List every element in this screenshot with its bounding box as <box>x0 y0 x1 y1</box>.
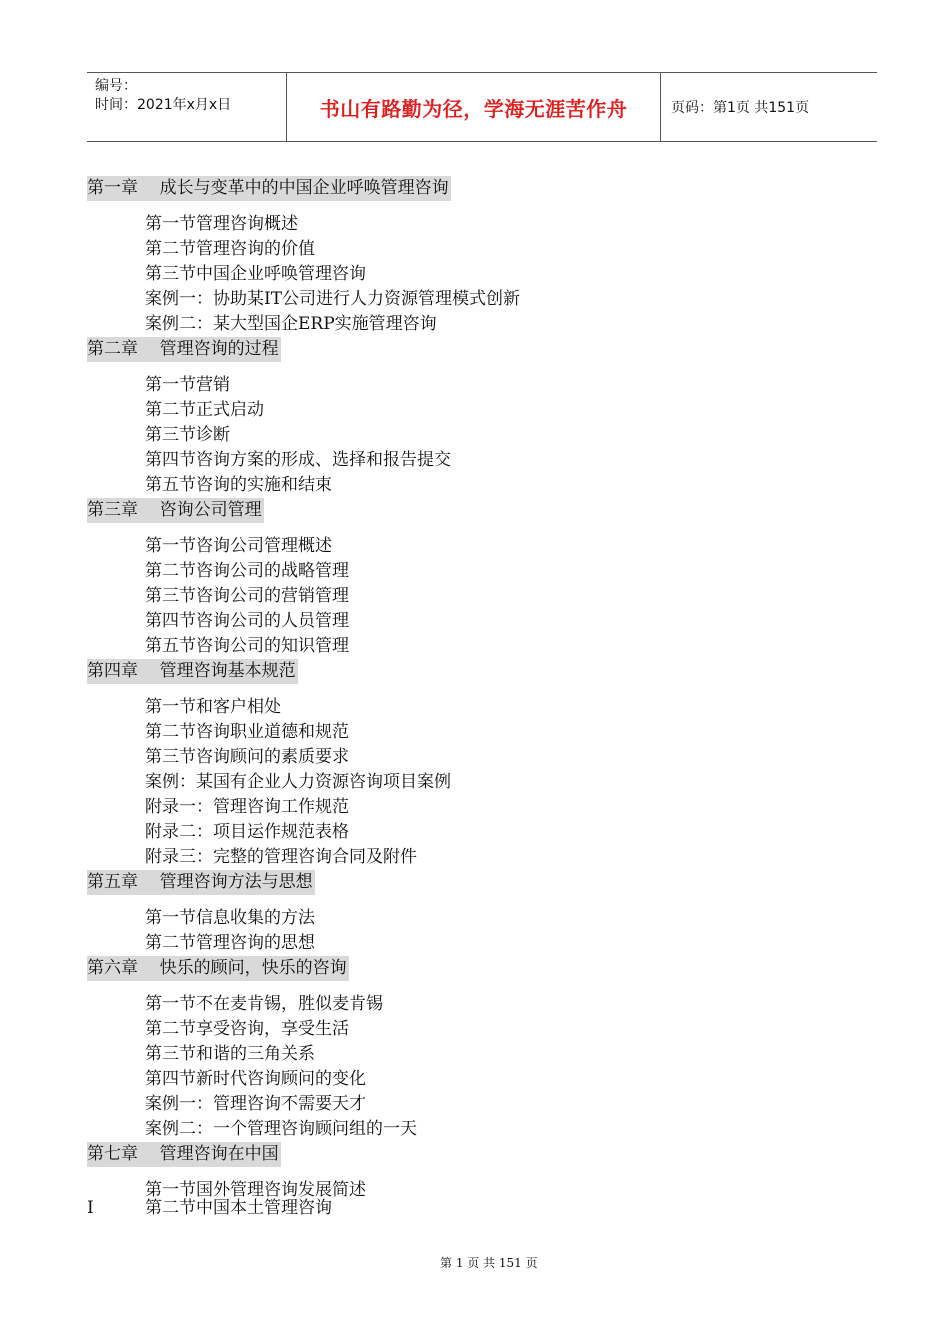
header-motto: 书山有路勤为径，学海无涯苦作舟 <box>287 73 661 141</box>
chapter-title: 第四章 管理咨询基本规范 <box>87 659 298 684</box>
toc-section: 案例二：某大型国企ERP实施管理咨询 <box>145 314 437 334</box>
toc-section: 第二节管理咨询的思想 <box>145 933 315 953</box>
toc-section: 附录一：管理咨询工作规范 <box>145 797 349 817</box>
toc-section: 第一节不在麦肯锡，胜似麦肯锡 <box>145 994 383 1014</box>
toc-chapter <box>87 176 877 201</box>
toc-section: 案例二：一个管理咨询顾问组的一天 <box>145 1119 417 1139</box>
toc-section: 第四节咨询方案的形成、选择和报告提交 <box>145 450 451 470</box>
toc-section: 第一节管理咨询概述 <box>145 214 298 234</box>
toc-section: 第二节咨询职业道德和规范 <box>145 722 349 742</box>
toc-chapter <box>87 659 877 684</box>
toc-section: 第一节营销 <box>145 375 230 395</box>
chapter-title: 第一章 成长与变革中的中国企业呼唤管理咨询 <box>87 176 451 201</box>
table-of-contents <box>87 176 877 1203</box>
chapter-title: 第五章 管理咨询方法与思想 <box>87 870 315 895</box>
page-header <box>87 72 877 142</box>
toc-section: 第二节中国本土管理咨询 <box>145 1198 332 1218</box>
page-footer: 第 1 页 共 151 页 <box>440 1256 538 1270</box>
toc-section: 第一节国外管理咨询发展简述 <box>145 1180 366 1200</box>
toc-section: 第二节享受咨询，享受生活 <box>145 1019 349 1039</box>
number-label: 编号： <box>95 78 137 94</box>
toc-section: 案例：某国有企业人力资源咨询项目案例 <box>145 772 451 792</box>
toc-chapter <box>87 870 877 895</box>
toc-section: 第五节咨询的实施和结束 <box>145 475 332 495</box>
text-cursor-marker: I <box>87 1198 94 1218</box>
toc-section: 案例一：协助某IT公司进行人力资源管理模式创新 <box>145 289 521 309</box>
toc-section: 第三节诊断 <box>145 425 230 445</box>
toc-section: 第二节正式启动 <box>145 400 264 420</box>
toc-section: 附录二：项目运作规范表格 <box>145 822 349 842</box>
time-label: 时间：2021年x月x日 <box>95 97 232 113</box>
header-page-info: 页码：第1页 共151页 <box>671 100 810 116</box>
toc-section: 第三节咨询顾问的素质要求 <box>145 747 349 767</box>
toc-section: 第一节咨询公司管理概述 <box>145 536 332 556</box>
toc-section: 第一节和客户相处 <box>145 697 281 717</box>
chapter-title: 第七章 管理咨询在中国 <box>87 1142 281 1167</box>
chapter-title: 第六章 快乐的顾问，快乐的咨询 <box>87 956 349 981</box>
toc-section: 第一节信息收集的方法 <box>145 908 315 928</box>
toc-chapter <box>87 1142 877 1167</box>
toc-section: 第三节中国企业呼唤管理咨询 <box>145 264 366 284</box>
header-meta <box>87 73 287 141</box>
toc-chapter <box>87 956 877 981</box>
toc-chapter <box>87 498 877 523</box>
toc-section: 第三节和谐的三角关系 <box>145 1044 315 1064</box>
toc-section: 第四节新时代咨询顾问的变化 <box>145 1069 366 1089</box>
toc-chapter <box>87 337 877 362</box>
chapter-title: 第二章 管理咨询的过程 <box>87 337 281 362</box>
toc-section: 附录三：完整的管理咨询合同及附件 <box>145 847 417 867</box>
toc-section: 第二节管理咨询的价值 <box>145 239 315 259</box>
toc-section: 第四节咨询公司的人员管理 <box>145 611 349 631</box>
toc-section: 第五节咨询公司的知识管理 <box>145 636 349 656</box>
toc-section: 第三节咨询公司的营销管理 <box>145 586 349 606</box>
toc-section: 第二节咨询公司的战略管理 <box>145 561 349 581</box>
toc-section: 案例一：管理咨询不需要天才 <box>145 1094 366 1114</box>
chapter-title: 第三章 咨询公司管理 <box>87 498 264 523</box>
